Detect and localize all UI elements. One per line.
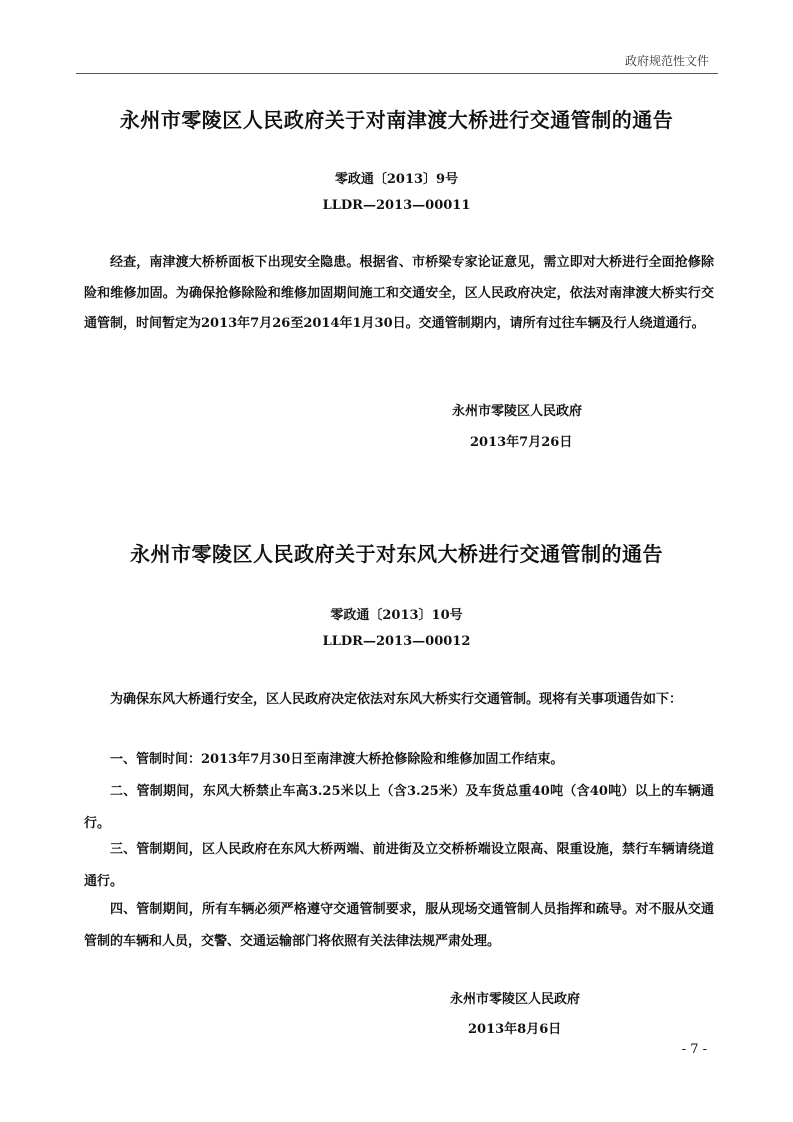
- notice2-item-4-text: 所有车辆必须严格遵守交通管制要求，服从现场交通管制人员指挥和疏导。对不服从交通管制的车辆和人员，交警、交通运输部门将依照有关法律法规严肃处理。: [84, 902, 714, 949]
- notice2-item-3-label: 三、管制期间，: [110, 842, 202, 857]
- notice1-body: 经查，南津渡大桥桥面板下出现安全隐患。根据省、市桥梁专家论证意见，需立即对大桥进行全面抢修除险和维修加固。为确保抢修除险和维修加固期间施工和交通安全，区人民政府决定，依法对南津渡大桥实行交通管制，时间暂定为2013年7月26至2014年1月30日。交通管制期内，请所有过往车辆及行人绕道通行。: [84, 255, 714, 331]
- notice1-reg-number: LLDR—2013—00011: [322, 198, 471, 213]
- notice2-intro: 为确保东风大桥通行安全，区人民政府决定依法对东风大桥实行交通管制。现将有关事项通告如下：: [110, 692, 683, 707]
- notice1-title: 永州市零陵区人民政府关于对南津渡大桥进行交通管制的通告: [119, 108, 674, 132]
- notice2-issuer: 永州市零陵区人民政府: [450, 992, 581, 1007]
- notice2-item-2-label: 二、管制期间，: [110, 784, 203, 799]
- notice2-item-4-label: 四、管制期间，: [110, 902, 202, 917]
- notice1-date: 2013年7月26日: [470, 435, 573, 450]
- notice2-item-2-text: 东风大桥禁止车高3.25米以上（含3.25米）及车货总重40吨（含40吨）以上的车辆通行。: [84, 784, 714, 831]
- notice2-item-1-text: 2013年7月30日至南津渡大桥抢修除险和维修加固工作结束。: [201, 752, 564, 767]
- notice2-doc-number: 零政通〔2013〕10号: [330, 608, 463, 623]
- notice2-item-1: [84, 744, 714, 776]
- notice2-item-3: [84, 834, 714, 898]
- page-number: - 7 -: [681, 1042, 707, 1057]
- notice2-title: 永州市零陵区人民政府关于对东风大桥进行交通管制的通告: [130, 542, 663, 566]
- notice1-issuer: 永州市零陵区人民政府: [452, 404, 583, 419]
- notice2-item-4: [84, 894, 714, 958]
- notice1-doc-number: 零政通〔2013〕9号: [334, 172, 459, 187]
- notice2-item-1-label: 一、管制时间：: [110, 752, 202, 767]
- header-rule: [76, 73, 718, 74]
- running-header: 政府规范性文件: [624, 54, 709, 68]
- notice2-reg-number: LLDR—2013—00012: [322, 634, 471, 649]
- notice2-item-2: [84, 776, 714, 840]
- notice2-date: 2013年8月6日: [468, 1022, 562, 1037]
- notice2-item-3-text: 区人民政府在东风大桥两端、前进街及立交桥桥端设立限高、限重设施，禁行车辆请绕道通行。: [84, 842, 714, 889]
